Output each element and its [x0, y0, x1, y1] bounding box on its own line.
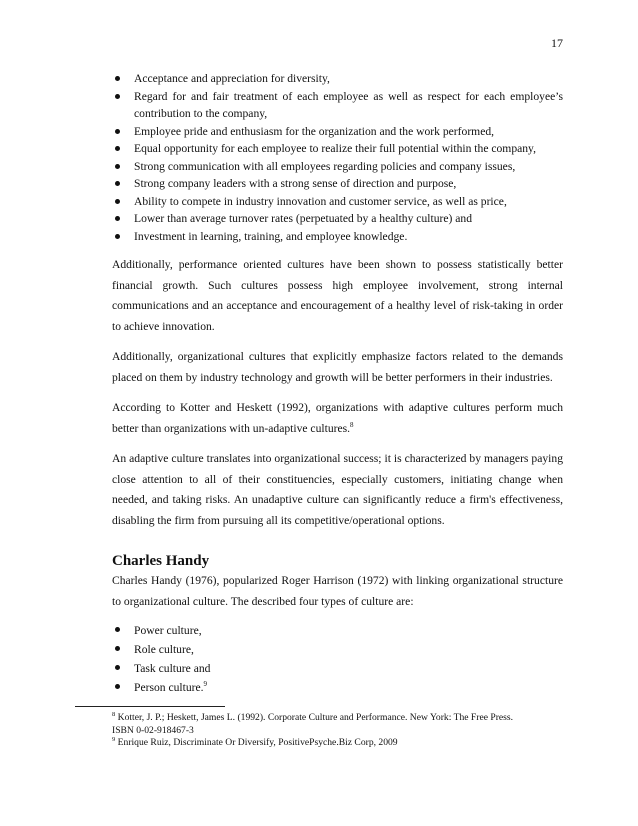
paragraph-adaptive: An adaptive culture translates into organizational success; it is characterized by managers paying close attention to all of their constituencies, especially customers, initiating change when needed, and taking risks. An unadaptive culture can significantly reduce a firm's effectiveness, disabling the firm from pursuing all its competitive/operational options.	[112, 452, 563, 527]
bullet-icon	[115, 665, 120, 670]
footnote-8-isbn: ISBN 0-02-918467-3	[112, 724, 194, 736]
footnote-ref: 9	[203, 680, 208, 688]
list-item: Person culture.$^9$	[112, 678, 563, 697]
list-item: Regard for and fair treatment of each employee as well as respect for each employee’s contribution to the company,	[112, 88, 563, 123]
bullet-icon	[115, 94, 120, 99]
paragraph-kotter: According to Kotter and Heskett (1992), organizations with adaptive cultures perform much better than organizations with un-adaptive cultures.$^8$	[112, 401, 563, 435]
bullet-icon	[115, 627, 120, 632]
bullet-icon	[115, 199, 120, 204]
list-item: Acceptance and appreciation for diversity,	[112, 70, 563, 88]
bullet-icon	[115, 216, 120, 221]
list-item: Employee pride and enthusiasm for the organization and the work performed,	[112, 123, 563, 141]
bullet-icon	[115, 146, 120, 151]
bullet-icon	[115, 646, 120, 651]
bullet-icon	[115, 76, 120, 81]
bullet-list-culture-traits	[112, 70, 563, 245]
bullet-list-culture-types	[112, 621, 563, 697]
page-number: 17	[551, 36, 563, 50]
footnote-divider	[75, 706, 225, 707]
page-body	[112, 70, 563, 697]
paragraph-handy-intro: Charles Handy (1976), popularized Roger Harrison (1972) with linking organizational structure to organizational culture. The described four types of culture are:	[112, 574, 563, 608]
bullet-icon	[115, 181, 120, 186]
paragraph-industry: Additionally, organizational cultures that explicitly emphasize factors related to the demands placed on them by industry technology and growth will be better performers in their industries.	[112, 350, 563, 384]
section-heading: Charles Handy	[112, 553, 210, 569]
list-item: Strong communication with all employees regarding policies and company issues,	[112, 158, 563, 176]
bullet-icon	[115, 129, 120, 134]
footnotes	[112, 712, 572, 750]
list-item: Investment in learning, training, and employee knowledge.	[112, 228, 563, 246]
list-item: Lower than average turnover rates (perpetuated by a healthy culture) and	[112, 210, 563, 228]
footnote-ref: 8	[350, 420, 354, 429]
list-item: Power culture,	[112, 621, 563, 640]
footnote-8: $^8$ Kotter, J. P.; Heskett, James L. (1992). Corporate Culture and Performance. New York: The Free Press.	[112, 711, 514, 723]
bullet-icon	[115, 234, 120, 239]
bullet-icon	[115, 164, 120, 169]
list-item: Equal opportunity for each employee to realize their full potential within the company,	[112, 140, 563, 158]
list-item: Role culture,	[112, 640, 563, 659]
paragraph-performance: Additionally, performance oriented cultures have been shown to possess statistically better financial growth. Such cultures possess high employee involvement, strong internal communications and an acceptance and encouragement of a healthy level of risk-taking in order to achieve innovation.	[112, 258, 563, 333]
bullet-icon	[115, 684, 120, 689]
list-item: Ability to compete in industry innovation and customer service, as well as price,	[112, 193, 563, 211]
list-item: Task culture and	[112, 659, 563, 678]
footnote-9: $^9$ Enrique Ruiz, Discriminate Or Diversify, PositivePsyche.Biz Corp, 2009	[112, 736, 398, 748]
list-item: Strong company leaders with a strong sense of direction and purpose,	[112, 175, 563, 193]
